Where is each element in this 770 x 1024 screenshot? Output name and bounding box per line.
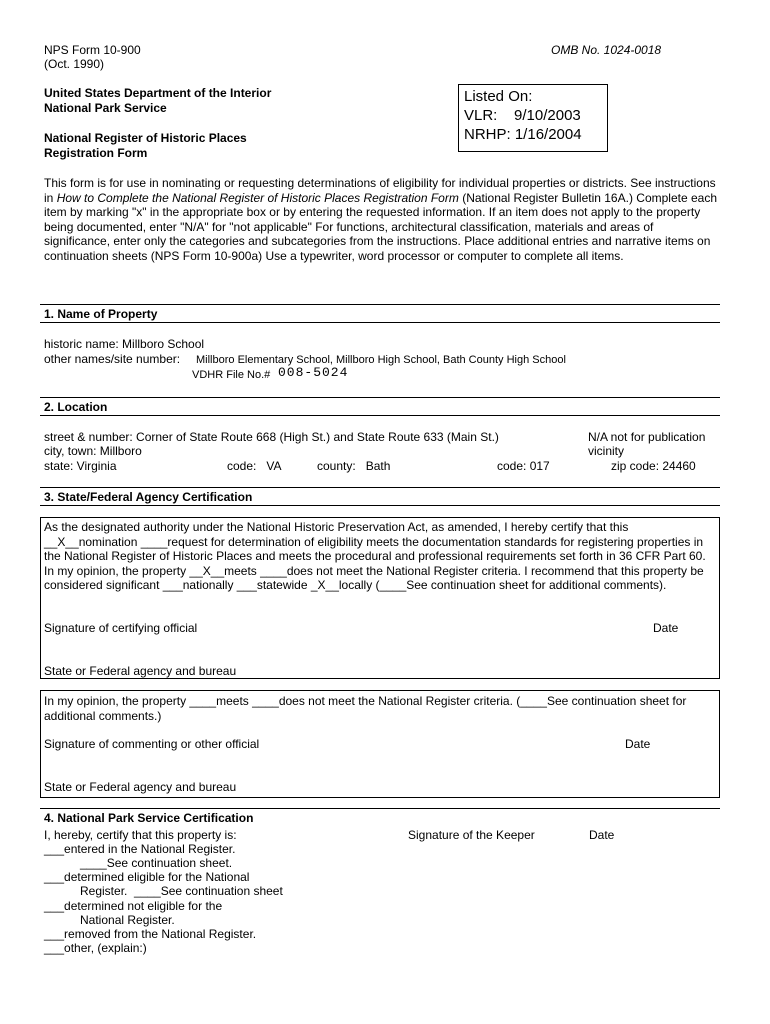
vicinity: vicinity (588, 444, 625, 458)
listed-nrhp: NRHP: 1/16/2004 (464, 126, 582, 143)
date-label-1: Date (653, 621, 679, 635)
instructions-paragraph (44, 176, 720, 263)
section2-bottom-rule (40, 415, 720, 416)
section2-heading: 2. Location (44, 400, 108, 414)
section3-bottom-rule (40, 505, 720, 506)
section4-heading: 4. National Park Service Certification (44, 811, 254, 825)
keeper-date-label: Date (589, 828, 615, 842)
nps-certify-intro: I, hereby, certify that this property is: (44, 828, 237, 842)
form-date: (Oct. 1990) (44, 57, 105, 71)
agency-line2: National Park Service (44, 101, 167, 115)
state-certification-text: As the designated authority under the National Historic Preservation Act, as amended, I hereby certify that this __X__nomination ____request for determination of eligibility meets the documentation standards for registering properties in the National Register of Historic Places and meets the procedural and professional requirements set forth in 36 CFR Part 60. In my opinion, the property __X__meets ____does not meet the National Register criteria. I recommend that this property be considered significant ___nationally ___statewide _X__locally (____See continuation sheet for additional comments). (44, 520, 706, 592)
state: state: Virginia (44, 459, 117, 473)
form-title-line2: Registration Form (44, 146, 148, 160)
section4-top-rule (40, 808, 720, 809)
removed-from-register: ___removed from the National Register. (44, 927, 257, 941)
omb-number: OMB No. 1024-0018 (551, 43, 662, 57)
opinion-text: In my opinion, the property ____meets ____does not meet the National Register criteria. (____See continuation sheet for additional comments.) (44, 694, 687, 723)
listed-on-box (458, 84, 608, 152)
city-town: city, town: Millboro (44, 444, 142, 458)
section1-heading: 1. Name of Property (44, 307, 158, 321)
not-for-publication: N/A not for publication (588, 430, 706, 444)
vdhr-file-number: 008-5024 (278, 365, 349, 380)
date-label-2: Date (625, 737, 651, 751)
section3-heading: 3. State/Federal Agency Certification (44, 490, 253, 504)
instructions-bulletin-title: How to Complete the National Register of Historic Places Registration Form (56, 190, 459, 205)
section2-top-rule (40, 397, 720, 398)
determined-not-eligible-cont: National Register. (80, 913, 175, 927)
section1-bottom-rule (40, 322, 720, 323)
state-agency-bureau-2: State or Federal agency and bureau (44, 780, 237, 794)
state-agency-bureau-1: State or Federal agency and bureau (44, 664, 237, 678)
form-title-line1: National Register of Historic Places (44, 131, 247, 145)
zip-code: zip code: 24460 (611, 459, 696, 473)
historic-name: historic name: Millboro School (44, 337, 205, 351)
determined-eligible-continuation: Register. ____See continuation sheet (80, 884, 283, 898)
agency-line1: United States Department of the Interior (44, 86, 272, 100)
entered-continuation: ____See continuation sheet. (80, 856, 233, 870)
county: county: Bath (317, 459, 391, 473)
other-explain: ___other, (explain:) (44, 941, 147, 955)
section1-top-rule (40, 304, 720, 305)
section3-top-rule (40, 487, 720, 488)
signature-certifying-official: Signature of certifying official (44, 621, 198, 635)
instructions-part2: (National Register Bulletin 16A.) Complete each item by marking "x" in the appropriate box or by entering the requested information. If an item does not apply to the property being documented, enter "N/A" for "not applicable" For functions, architectural classification, materials and areas of significance, enter only the categories and subcategories from the instructions. Place additional entries and narrative items on continuation sheets (NPS Form 10-900a) Use a typewriter, word processor or computer to complete all items. (44, 190, 717, 263)
state-code: code: VA (227, 459, 282, 473)
other-names-value: Millboro Elementary School, Millboro High School, Bath County High School (196, 354, 566, 366)
vdhr-file-label: VDHR File No.# (192, 369, 271, 381)
county-code: code: 017 (497, 459, 550, 473)
signature-commenting-official: Signature of commenting or other official (44, 737, 260, 751)
form-number: NPS Form 10-900 (44, 43, 141, 57)
signature-of-keeper: Signature of the Keeper (408, 828, 535, 842)
determined-eligible: ___determined eligible for the National (44, 870, 250, 884)
listed-vlr: VLR: 9/10/2003 (464, 107, 581, 124)
street-number: street & number: Corner of State Route 668 (High St.) and State Route 633 (Main St.) (44, 430, 499, 444)
other-names-label: other names/site number: (44, 352, 181, 366)
listed-on-label: Listed On: (464, 88, 533, 105)
entered-in-register: ___entered in the National Register. (44, 842, 236, 856)
instructions-part1: This form is for use in nominating or requesting determinations of eligibility for individual properties or districts. See instructions in (44, 176, 716, 205)
determined-not-eligible: ___determined not eligible for the (44, 899, 223, 913)
